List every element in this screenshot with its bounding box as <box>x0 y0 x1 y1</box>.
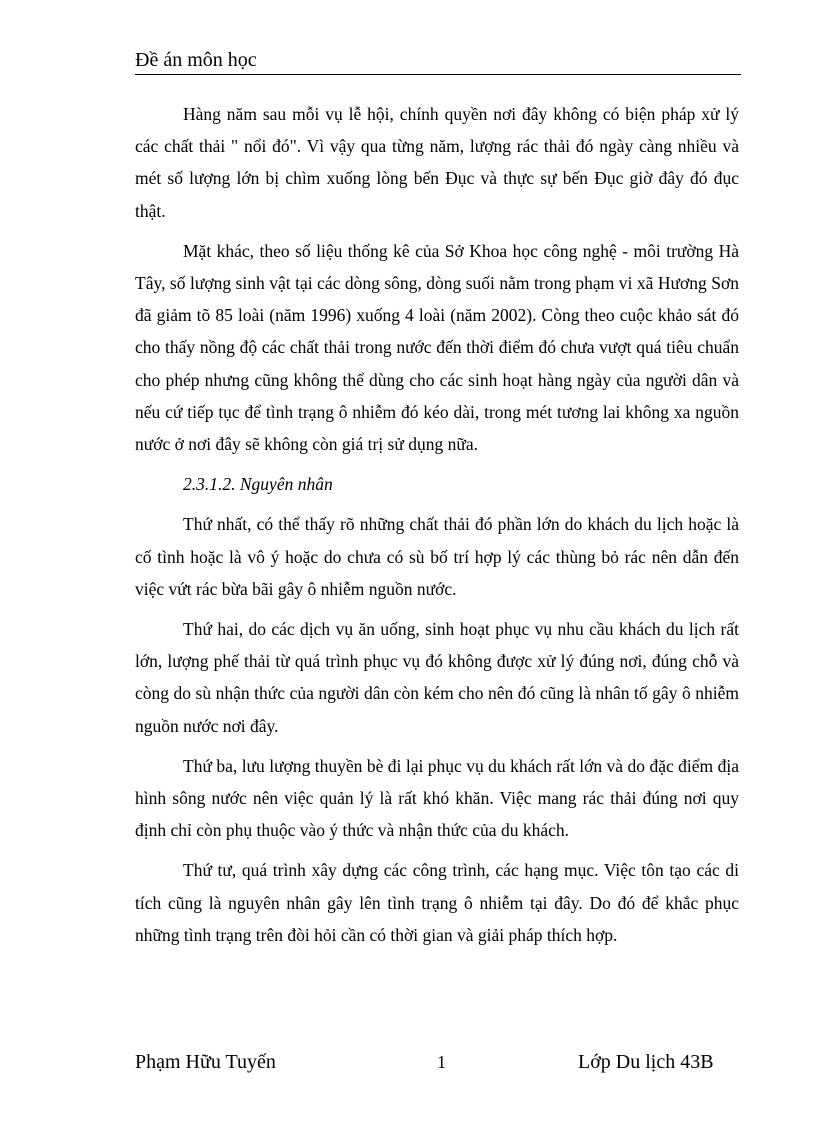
paragraph-cause-third: Thứ ba, lưu lượng thuyền bè đi lại phục vụ du khách rất lớn và do đặc điểm địa hình sông nước nên việc quản lý là rất khó khăn. Việc mang rác thải đúng nơi quy định chỉ còn phụ thuộc vào ý thức và nhận thức của du khách. <box>135 755 739 841</box>
footer-class-name: Lớp Du lịch 43B <box>578 1051 714 1073</box>
paragraph-festival-waste: Hàng năm sau mỗi vụ lễ hội, chính quyền nơi đây không có biện pháp xử lý các chất thải " nổi đó". Vì vậy qua từng năm, lượng rác thải đó ngày càng nhiều và mét số lượng lớn bị chìm xuống lòng bến Đục và thực sự bến Đục giờ đây đó đục thật. <box>135 104 739 221</box>
footer-author: Phạm Hữu Tuyến <box>135 1051 276 1073</box>
section-heading-causes: 2.3.1.2. Nguyên nhân <box>183 474 333 495</box>
paragraph-cause-second: Thứ hai, do các dịch vụ ăn uống, sinh hoạt phục vụ nhu cầu khách du lịch rất lớn, lượng phế thải từ quá trình phục vụ đó không được xử lý đúng nơi, đúng chỗ và còng do sù nhận thức của người dân còn kém cho nên đó cũng là nhân tố gây ô nhiễm nguồn nước nơi đây. <box>135 619 739 736</box>
paragraph-cause-fourth: Thứ tư, quá trình xây dựng các công trình, các hạng mục. Việc tôn tạo các di tích cũng là nguyên nhân gây lên tình trạng ô nhiễm tại đây. Do đó để khắc phục những tình trạng trên đòi hỏi cần có thời gian và giải pháp thích hợp. <box>135 860 739 945</box>
header-title: Đề án môn học <box>135 49 257 71</box>
paragraph-cause-first: Thứ nhất, có thể thấy rõ những chất thải đó phần lớn do khách du lịch hoặc là cố tình hoặc là vô ý hoặc do chưa có sù bố trí hợp lý các thùng bỏ rác nên dẫn đến việc vứt rác bừa bãi gây ô nhiễm nguồn nước. <box>135 514 739 599</box>
header-divider <box>135 74 741 75</box>
document-body <box>135 98 739 959</box>
paragraph-statistics: Mặt khác, theo số liệu thống kê của Sở Khoa học công nghệ - môi trường Hà Tây, số lượng sinh vật tại các dòng sông, dòng suối nằm trong phạm vi xã Hương Sơn đã giảm tõ 85 loài (năm 1996) xuống 4 loài (năm 2002). Còng theo cuộc khảo sát đó cho thấy nồng độ các chất thải trong nước đến thời điểm đó chưa vượt quá tiêu chuẩn cho phép nhưng cũng không thể dùng cho các sinh hoạt hàng ngày của người dân và nếu cứ tiếp tục để tình trạng ô nhiễm đó kéo dài, trong mét tương lai không xa nguồn nước ở nơi đây sẽ không còn giá trị sử dụng nữa. <box>135 240 739 455</box>
page-number: 1 <box>437 1052 446 1072</box>
